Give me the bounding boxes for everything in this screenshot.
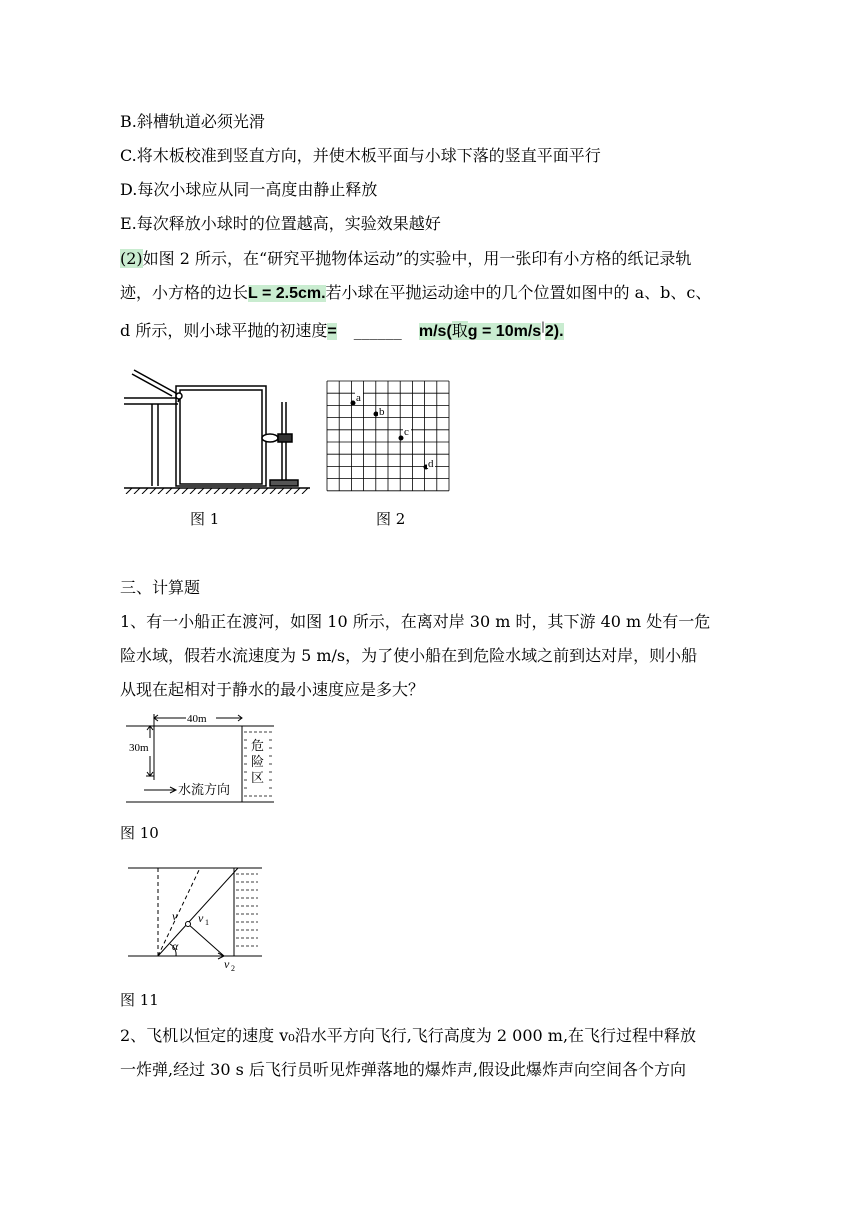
- point-c: [399, 436, 404, 441]
- q2-text-2a: 迹，小方格的边长: [120, 283, 249, 302]
- figure-11-caption: 图 11: [120, 991, 159, 1009]
- side-length-formula: L = 2.5cm.: [248, 285, 326, 302]
- answer-blank[interactable]: ______: [353, 321, 402, 340]
- exponent-label: 2).: [544, 323, 564, 340]
- figure-2-grid: [326, 380, 450, 492]
- q2-number: (2): [120, 249, 143, 268]
- danger-zone-label-3: 区: [251, 770, 265, 785]
- flow-direction-label: 水流方向: [178, 782, 231, 797]
- gravity-formula: g = 10m/s: [467, 323, 542, 340]
- figure-11-velocity: [128, 862, 264, 974]
- q2-text-2b: 若小球在平抛运动途中的几个位置如图中的 a、b、c、: [325, 283, 712, 302]
- alpha-label: α: [172, 939, 179, 953]
- q2-line2: [120, 283, 711, 304]
- take-label: 取: [451, 321, 468, 340]
- problem-1-line-1: 1、有一小船正在渡河，如图 10 所示，在离对岸 30 m 时，其下游 40 m 处有一危: [120, 612, 711, 631]
- option-c: C.将木板校准到竖直方向，并使木板平面与小球下落的竖直平面平行: [120, 146, 601, 165]
- v2-subscript: 2: [231, 964, 235, 973]
- label-a: a: [356, 392, 361, 404]
- point-b: [374, 412, 379, 417]
- q2-text-3a: d 所示，则小球平抛的初速度: [120, 321, 328, 340]
- figure-2-caption: 图 2: [376, 510, 406, 528]
- height-label: 30m: [129, 742, 149, 754]
- option-b: B.斜槽轨道必须光滑: [120, 112, 265, 131]
- danger-zone-label-2: 险: [251, 754, 265, 769]
- label-b: b: [379, 406, 385, 418]
- problem-2-line-2: 一炸弹,经过 30 s 后飞行员听见炸弹落地的爆炸声,假设此爆炸声向空间各个方向: [120, 1060, 687, 1079]
- figure-1-apparatus: [124, 362, 314, 494]
- figure-1-caption: 图 1: [190, 510, 220, 528]
- v1-subscript: 1: [205, 918, 209, 927]
- problem-1-line-3: 从现在起相对于静水的最小速度应是多大？: [120, 680, 425, 699]
- label-d: d: [428, 458, 434, 470]
- problem-1-line-2: 险水域，假若水流速度为 5 m/s，为了使小船在到危险水域之前到达对岸，则小船: [120, 646, 698, 665]
- v2-label: v: [224, 957, 230, 971]
- v1-label: v: [198, 911, 204, 925]
- section-heading: 三、计算题: [120, 578, 201, 597]
- label-c: c: [404, 426, 409, 438]
- exponent-marker: |: [541, 320, 545, 333]
- unit-label: m/s(: [418, 323, 452, 340]
- equals-sign: =: [327, 323, 337, 340]
- width-label: 40m: [187, 713, 207, 725]
- danger-zone-label-1: 危: [251, 738, 265, 753]
- q2-line3: [120, 317, 564, 342]
- q2-text-1: 如图 2 所示，在“研究平抛物体运动”的实验中，用一张印有小方格的纸记录轨: [142, 249, 692, 268]
- figure-10-river: [126, 710, 278, 806]
- option-e: E.每次释放小球时的位置越高，实验效果越好: [120, 214, 441, 233]
- q2-line1: [120, 249, 691, 269]
- point-a: [351, 401, 356, 406]
- problem-2-line-1: 2、飞机以恒定的速度 v₀沿水平方向飞行,飞行高度为 2 000 m,在飞行过程中释放: [120, 1026, 697, 1045]
- figure-10-caption: 图 10: [120, 824, 159, 842]
- option-d: D.每次小球应从同一高度由静止释放: [120, 180, 378, 199]
- v-label: v: [172, 909, 178, 923]
